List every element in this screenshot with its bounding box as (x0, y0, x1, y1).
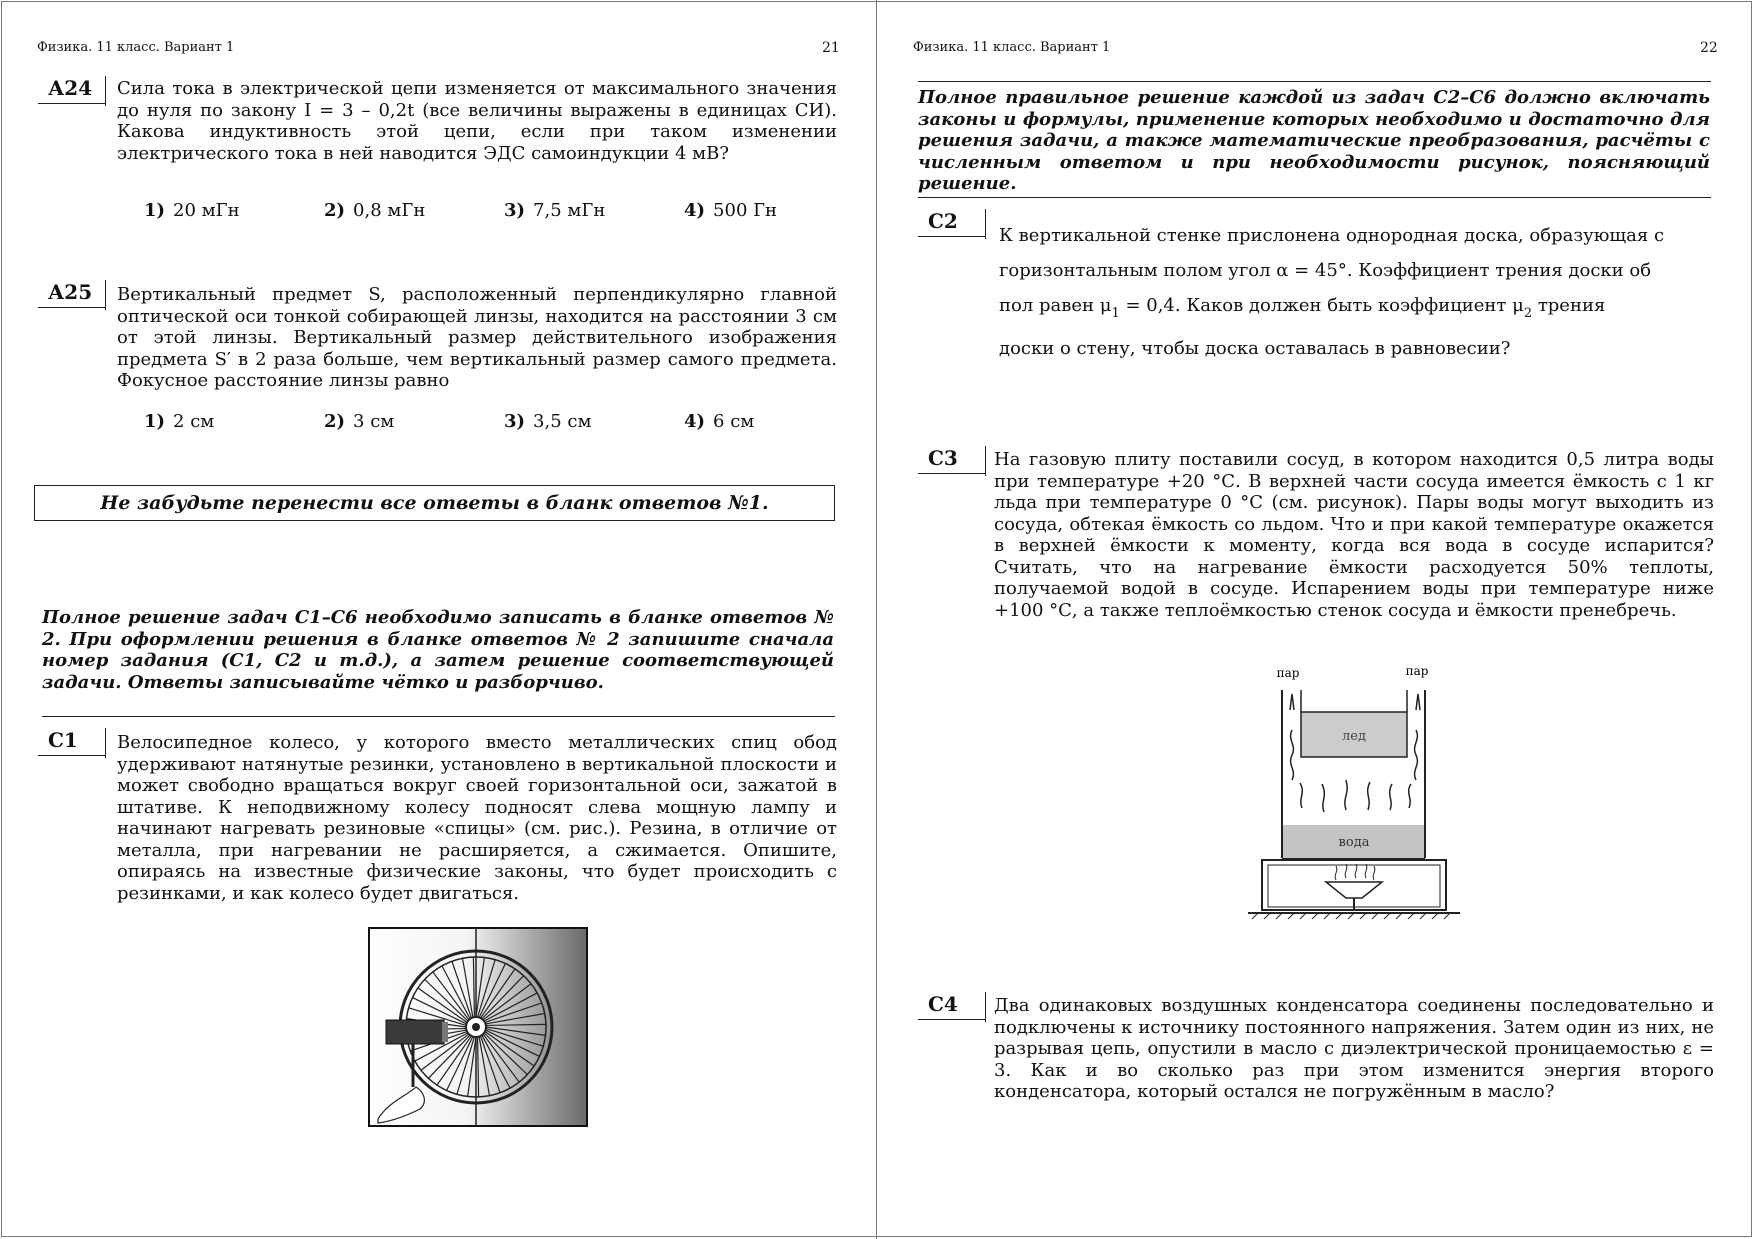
question-label-a24: А24 (38, 76, 106, 104)
question-text-a24: Сила тока в электрической цепи изменяется от максимального значения до нуля по закону I = 3 – 0,2t (все величины выражены в единицах СИ). Какова индуктивность этой цепи, если при таком изменении электрического тока в ней наводится ЭДС самоиндукции 4 мВ? (117, 78, 837, 164)
question-label-c3: С3 (918, 446, 986, 474)
question-text-c2 (999, 218, 1709, 366)
steam-label-right: пар (1405, 664, 1429, 678)
answer-option[interactable]: 3) 3,5 см (504, 411, 592, 432)
answer-option[interactable]: 2) 3 см (324, 411, 395, 432)
instructions-c2-c6: Полное правильное решение каждой из задач С2–С6 должно включать законы и формулы, применение которых необходимо и достаточно для решения задачи, а также математические преобразования, расчёты с численным ответом и при необходимости рисунок, поясняющий решение. (918, 87, 1710, 194)
section-rule (42, 716, 835, 717)
question-label-c2: С2 (918, 209, 986, 237)
section-rule (918, 197, 1711, 198)
section-rule (918, 81, 1711, 82)
water-label: вода (1338, 835, 1370, 850)
right-page-number: 22 (1700, 40, 1718, 56)
question-text-c4: Два одинаковых воздушных конденсатора соединены последовательно и подключены к источнику постоянного напряжения. Затем один из них, не разрывая цепь, опустили в масло с диэлектрической проницаемостью ε = 3. Как и во сколько раз при этом изменится энергия второго конденсатора, который остался не погружённым в масло? (994, 995, 1714, 1102)
vessel-on-stove-figure (1244, 660, 1464, 922)
text-line: горизонтальным полом угол α = 45°. Коэффициент трения доски об (999, 260, 1652, 281)
answer-option[interactable]: 4) 6 см (684, 411, 755, 432)
bicycle-wheel-figure (368, 927, 588, 1127)
question-label-c4: С4 (918, 992, 986, 1020)
answer-option[interactable]: 1) 2 см (144, 411, 215, 432)
answer-option[interactable]: 2) 0,8 мГн (324, 200, 426, 221)
answer-options-a24 (144, 200, 864, 221)
text-line: доски о стену, чтобы доска оставалась в равновесии? (999, 338, 1511, 359)
reminder-box: Не забудьте перенести все ответы в бланк ответов №1. (34, 485, 835, 521)
ice-label: лед (1342, 729, 1366, 744)
answer-option[interactable]: 3) 7,5 мГн (504, 200, 606, 221)
answer-option[interactable]: 1) 20 мГн (144, 200, 240, 221)
answer-options-a25 (144, 411, 864, 432)
right-page-header: Физика. 11 класс. Вариант 1 (913, 40, 1111, 55)
question-text-c1: Велосипедное колесо, у которого вместо металлических спиц обод удерживают натянутые резинки, установлено в вертикальной плоскости и может свободно вращаться вокруг своей горизонтальной оси, зажатой в штативе. К неподвижному колесу подносят слева мощную лампу и начинают нагревать резиновые «спицы» (см. рис.). Резина, в отличие от металла, при нагревании не расширяется, а сжимается. Опишите, опираясь на известные физические законы, что будет происходить с резинками, и как колесо будет двигаться. (117, 732, 837, 904)
left-page-number: 21 (822, 40, 840, 56)
question-text-a25: Вертикальный предмет S, расположенный перпендикулярно главной оптической оси тонкой собирающей линзы, находится на расстоянии 3 см от этой линзы. Вертикальный размер действительного изображения предмета S′ в 2 раза больше, чем вертикальный размер самого предмета. Фокусное расстояние линзы равно (117, 284, 837, 391)
question-label-a25: А25 (38, 280, 106, 308)
text-line: К вертикальной стенке прислонена однородная доска, образующая с (999, 225, 1665, 246)
page-divider (876, 0, 877, 1239)
left-page-header: Физика. 11 класс. Вариант 1 (37, 40, 235, 55)
answer-option[interactable]: 4) 500 Гн (684, 200, 778, 221)
instructions-c1-c6: Полное решение задач С1–С6 необходимо записать в бланке ответов № 2. При оформлении решения в бланке ответов № 2 запишите сначала номер задания (С1, С2 и т.д.), а затем решение соответствующей задачи. Ответы записывайте чётко и разборчиво. (42, 607, 834, 693)
steam-label-left: пар (1276, 666, 1300, 680)
text-line: пол равен $\mu_1 = 0,4$. Каков должен быть коэффициент $\mu_2$ трения (999, 295, 1606, 321)
question-label-c1: С1 (38, 728, 106, 756)
question-text-c3: На газовую плиту поставили сосуд, в котором находится 0,5 литра воды при температуре +20 °С. В верхней части сосуда имеется ёмкость с 1 кг льда при температуре 0 °С (см. рисунок). Пары воды могут выходить из сосуда, обтекая ёмкость со льдом. Что и при какой температуре окажется в верхней ёмкости к моменту, когда вся вода в сосуде испарится? Считать, что на нагревание ёмкости расходуется 50% теплоты, получаемой водой в сосуде. Испарением воды при температуре ниже +100 °С, а также теплоёмкостью стенок сосуда и ёмкости пренебречь. (994, 449, 1714, 621)
